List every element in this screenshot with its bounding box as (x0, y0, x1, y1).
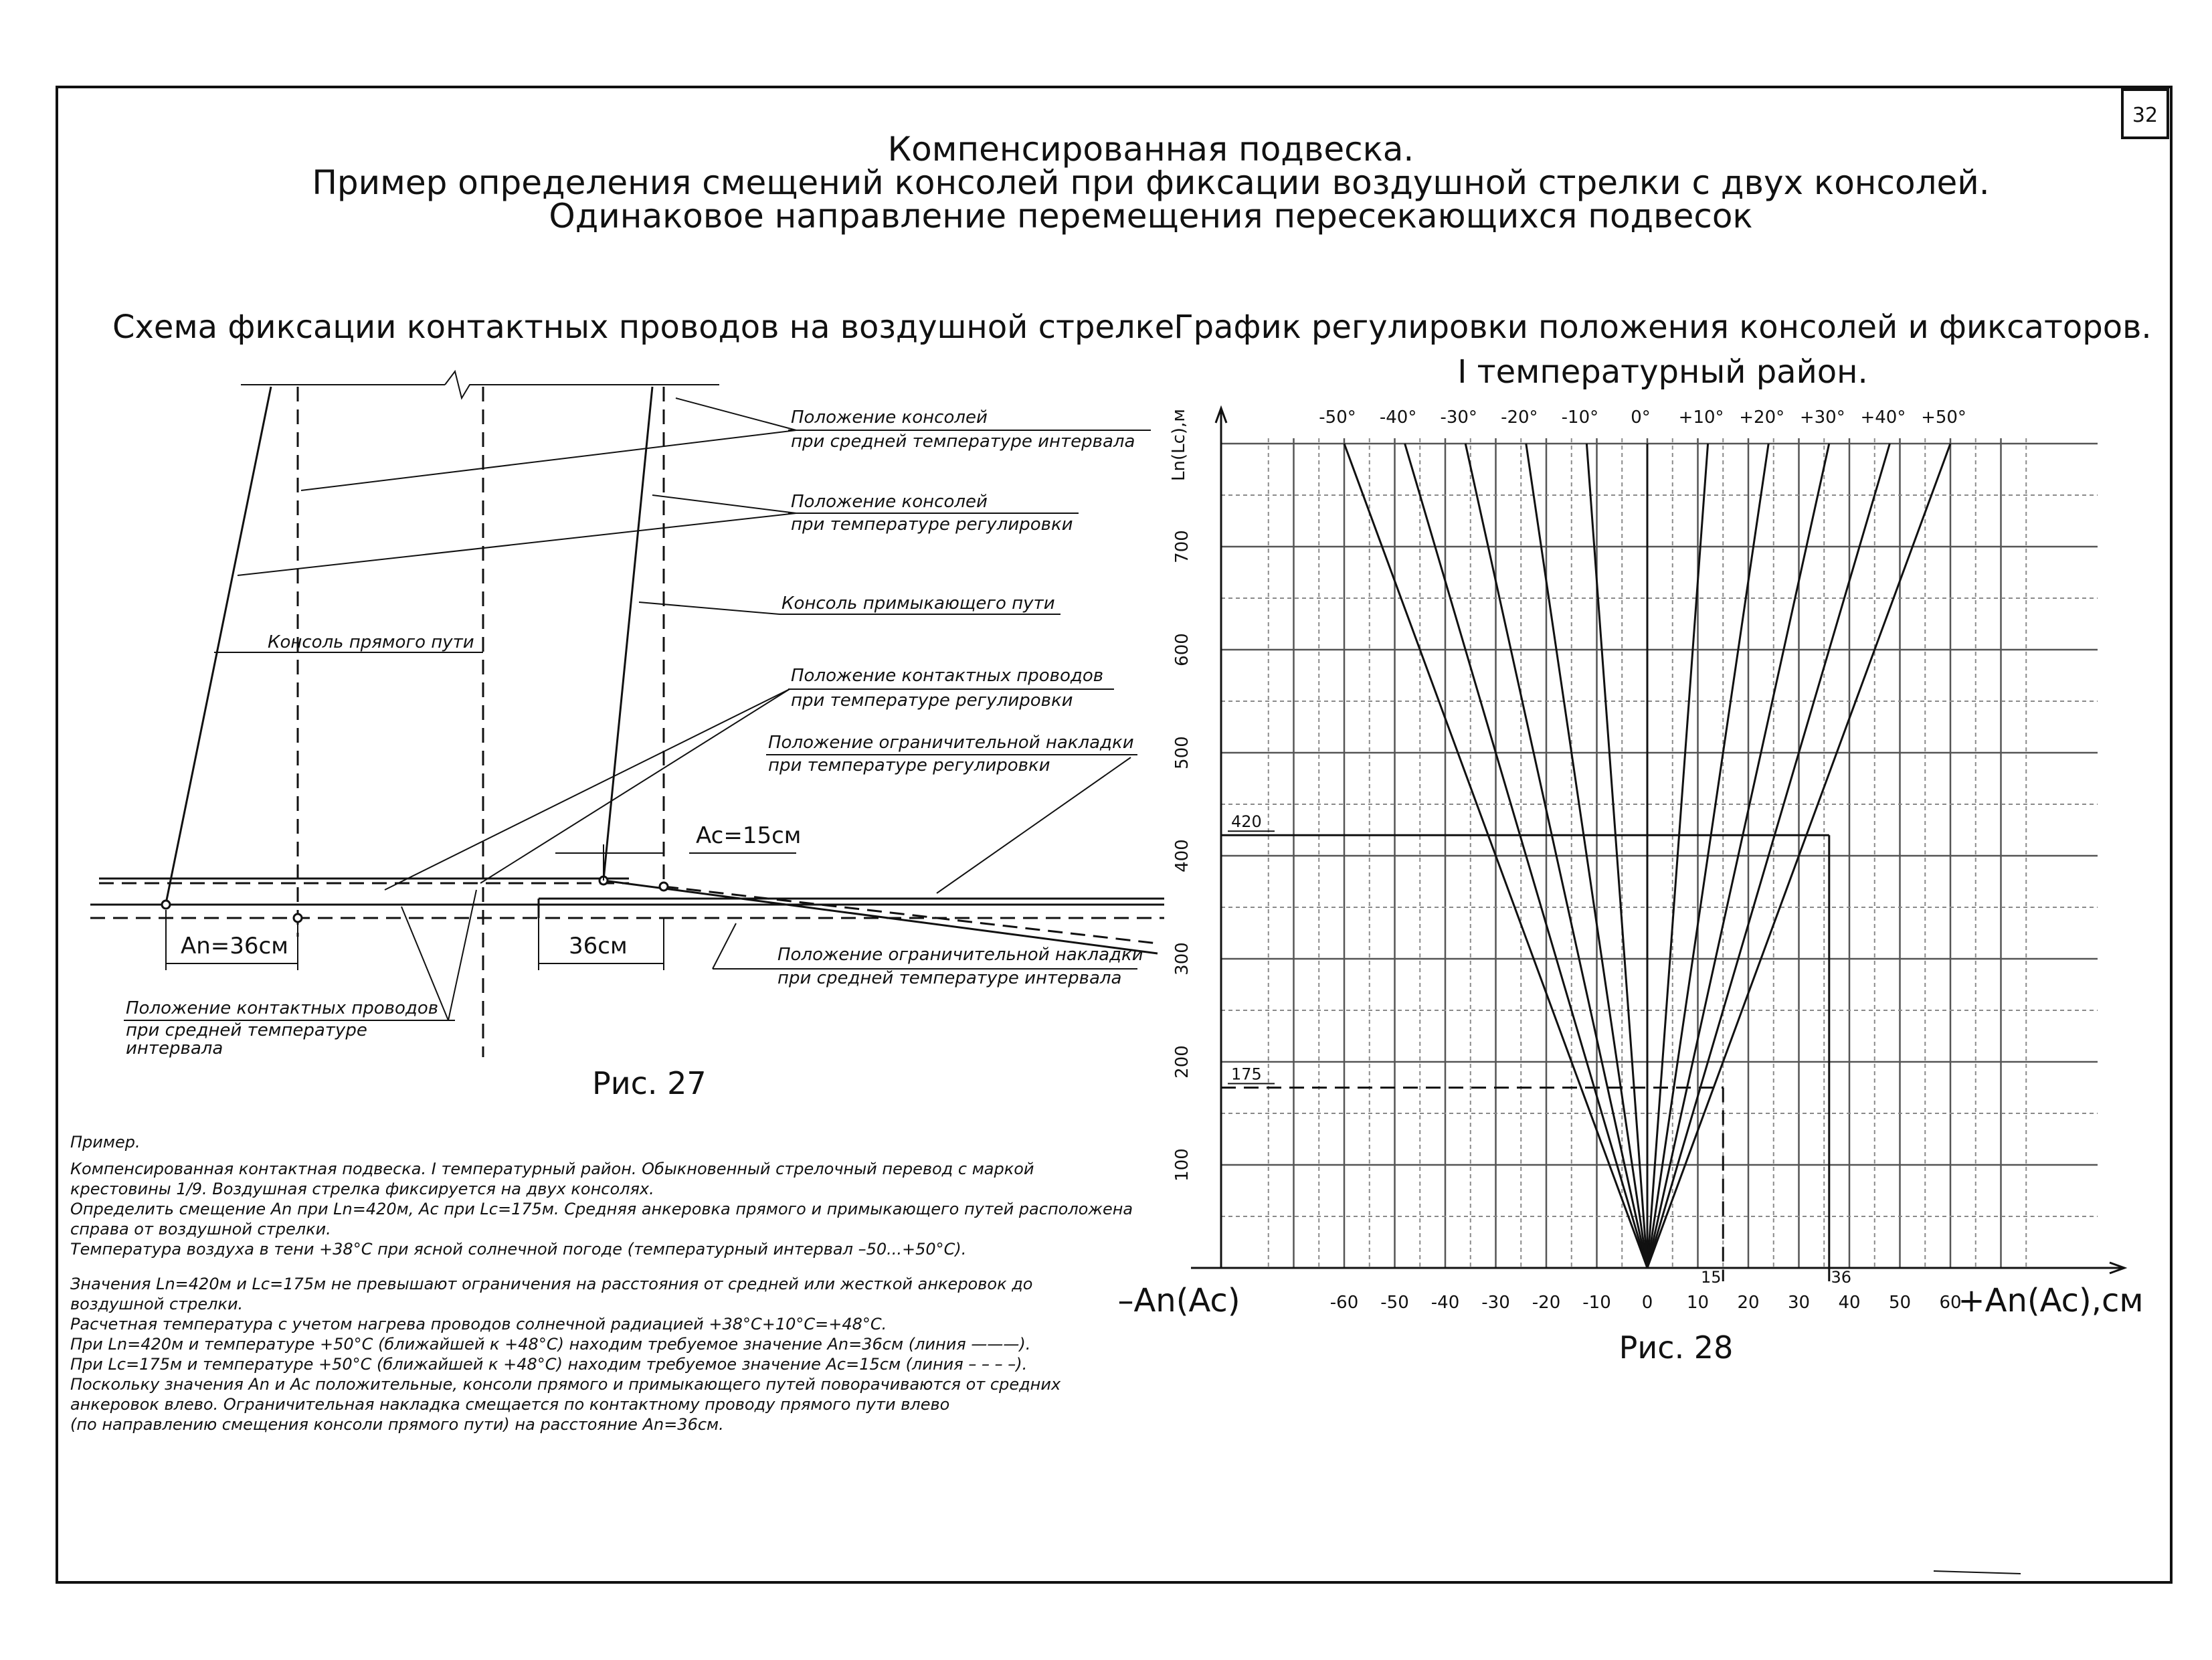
x-tick-label: -10 (1582, 1293, 1611, 1313)
temp-label: -10° (1561, 407, 1599, 428)
x-tick-label: 30 (1787, 1293, 1811, 1313)
x-tick-label: -50 (1380, 1293, 1409, 1313)
leader-wires-mean-b (448, 890, 476, 1020)
temp-label: +50° (1921, 407, 1966, 428)
example-line: (по направлению смещения консоли прямого пути) на расстояние An=36см. (70, 1415, 724, 1434)
callout-pad-mean-2: при средней температуре интервала (777, 968, 1122, 988)
example-line: Поскольку значения An и Ac положительные, консоли прямого и примыкающего путей поворачиваются от средних (70, 1375, 1061, 1394)
leader-consoles-mean-b (676, 398, 796, 430)
scheme-title: Схема фиксации контактных проводов на воздушной стрелке (112, 308, 1175, 346)
x-tick-label: 40 (1838, 1293, 1861, 1313)
bottom-edge-mark (1934, 1571, 2021, 1574)
example-line: крестовины 1/9. Воздушная стрелка фиксируется на двух консолях. (70, 1180, 654, 1198)
example-line: При Lc=175м и температуре +50°C (ближайшей к +48°C) находим требуемое значение Ac=15см (линия – – – –). (70, 1355, 1028, 1374)
example-line: При Ln=420м и температуре +50°C (ближайшей к +48°C) находим требуемое значение An=36см (линия ———). (70, 1335, 1031, 1354)
console-straight-reg (166, 387, 271, 903)
callout-pad-mean-1: Положение ограничительной накладки (777, 945, 1143, 965)
example-line: Расчетная температура с учетом нагрева проводов солнечной радиацией +38°C+10°C=+48°C. (70, 1315, 887, 1333)
x-tick-label: 10 (1686, 1293, 1710, 1313)
callout-adjacent-console: Консоль примыкающего пути (781, 593, 1055, 614)
callout-wires-mean-2: при средней температуре (126, 1020, 367, 1040)
temp-label: +30° (1799, 407, 1845, 428)
temp-label: +20° (1739, 407, 1785, 428)
y-axis-label: Ln(Lc),м (1169, 409, 1189, 481)
leader-pad-mean (713, 923, 736, 969)
header-line-3: Одинаковое направление перемещения пересекающихся подвесок (549, 197, 1753, 236)
annotation-y-label: 420 (1231, 812, 1262, 832)
callout-pad-reg-1: Положение ограничительной накладки (768, 733, 1134, 753)
y-tick-label: 300 (1172, 942, 1192, 976)
leader-wires-reg-a (385, 689, 790, 890)
example-block (70, 1133, 1133, 1434)
regulation-chart (1117, 407, 2143, 1366)
x-tick-label: -30 (1481, 1293, 1510, 1313)
chart-title: График регулировки положения консолей и фиксаторов. (1174, 308, 2152, 346)
y-tick-label: 200 (1172, 1045, 1192, 1079)
annotation-y-label: 175 (1231, 1065, 1262, 1084)
ac-dim-label: Ac=15см (696, 822, 802, 849)
scheme-caption: Рис. 27 (592, 1065, 707, 1101)
callout-wires-mean-1: Положение контактных проводов (126, 998, 439, 1018)
chart-caption: Рис. 28 (1619, 1329, 1734, 1366)
x-tick-label: -40 (1431, 1293, 1460, 1313)
callout-consoles-reg-2: при температуре регулировки (791, 515, 1073, 535)
x-axis-label-left: –An(Ac) (1117, 1282, 1240, 1319)
break-mark (445, 371, 719, 398)
fix-point-adjacent-mean (660, 883, 668, 891)
x-tick-label: 60 (1939, 1293, 1962, 1313)
callout-wires-reg-1: Положение контактных проводов (791, 666, 1104, 686)
example-line: Температура воздуха в тени +38°C при ясной солнечной погоде (температурный интервал –50...+50°C). (70, 1240, 967, 1259)
callout-consoles-reg-1: Положение консолей (791, 492, 988, 512)
temp-label: 0° (1631, 407, 1651, 428)
example-line: Значения Ln=420м и Lc=175м не превышают ограничения на расстояния от средней или жесткой анкеровок до (70, 1275, 1033, 1293)
example-line: анкеровок влево. Ограничительная накладка смещается по контактному проводу прямого пути влево (70, 1395, 950, 1414)
y-tick-label: 500 (1172, 736, 1192, 769)
example-line: Определить смещение An при Ln=420м, Ac при Lc=175м. Средняя анкеровка прямого и примыкающего путей расположена (70, 1200, 1133, 1218)
x-tick-label: -60 (1329, 1293, 1359, 1313)
fixation-scheme (90, 371, 1164, 1058)
callout-straight-console: Консоль прямого пути (268, 632, 474, 652)
leader-consoles-mean-a (301, 430, 796, 490)
temp-label: +10° (1678, 407, 1724, 428)
temp-label: -40° (1379, 407, 1417, 428)
x-tick-label: 20 (1737, 1293, 1760, 1313)
temp-label: -30° (1440, 407, 1477, 428)
example-line: воздушной стрелки. (70, 1295, 244, 1313)
temp-label: +40° (1860, 407, 1906, 428)
callout-pad-reg-2: при температуре регулировки (768, 755, 1050, 775)
x-tick-label: 50 (1888, 1293, 1912, 1313)
annotation-x-label: 36 (1831, 1268, 1852, 1287)
an-dim-label: An=36см (181, 933, 288, 959)
example-heading: Пример. (70, 1133, 141, 1151)
y-tick-label: 100 (1172, 1148, 1192, 1182)
callout-wires-reg-2: при температуре регулировки (791, 690, 1073, 711)
temp-label: -20° (1501, 407, 1538, 428)
d36-dim-label: 36см (569, 933, 628, 959)
console-adjacent-reg (604, 387, 652, 880)
callout-wires-mean-3: интервала (126, 1038, 223, 1058)
fix-point-straight-reg (162, 901, 170, 909)
leader-wires-reg-b (480, 689, 790, 883)
header-line-2: Пример определения смещений консолей при фиксации воздушной стрелки с двух консолей. (312, 163, 1990, 202)
y-tick-label: 700 (1172, 530, 1192, 563)
header-line-1: Компенсированная подвеска. (887, 130, 1414, 169)
leader-adjacent (639, 602, 779, 614)
callout-consoles-mean-1: Положение консолей (791, 407, 988, 428)
y-tick-label: 600 (1172, 633, 1192, 666)
leader-pad-reg (937, 757, 1131, 893)
x-axis-label-right: +An(Ac),см (1958, 1282, 2144, 1319)
wire-adjacent-slant-dashed (664, 887, 1158, 943)
example-line: Компенсированная контактная подвеска. I температурный район. Обыкновенный стрелочный перевод с маркой (70, 1160, 1034, 1178)
leader-consoles-reg-a (238, 513, 796, 575)
leader-consoles-reg-b (652, 495, 796, 513)
page-number: 32 (2132, 104, 2158, 127)
chart-subtitle: I температурный район. (1457, 353, 1868, 391)
x-tick-label: -20 (1532, 1293, 1561, 1313)
temp-label: -50° (1319, 407, 1356, 428)
callout-consoles-mean-2: при средней температуре интервала (791, 432, 1135, 452)
annotation-x-label: 15 (1700, 1268, 1722, 1287)
y-tick-label: 400 (1172, 839, 1192, 872)
example-line: справа от воздушной стрелки. (70, 1220, 331, 1238)
x-tick-label: 0 (1641, 1293, 1653, 1313)
fix-point-straight-mean (294, 914, 302, 922)
